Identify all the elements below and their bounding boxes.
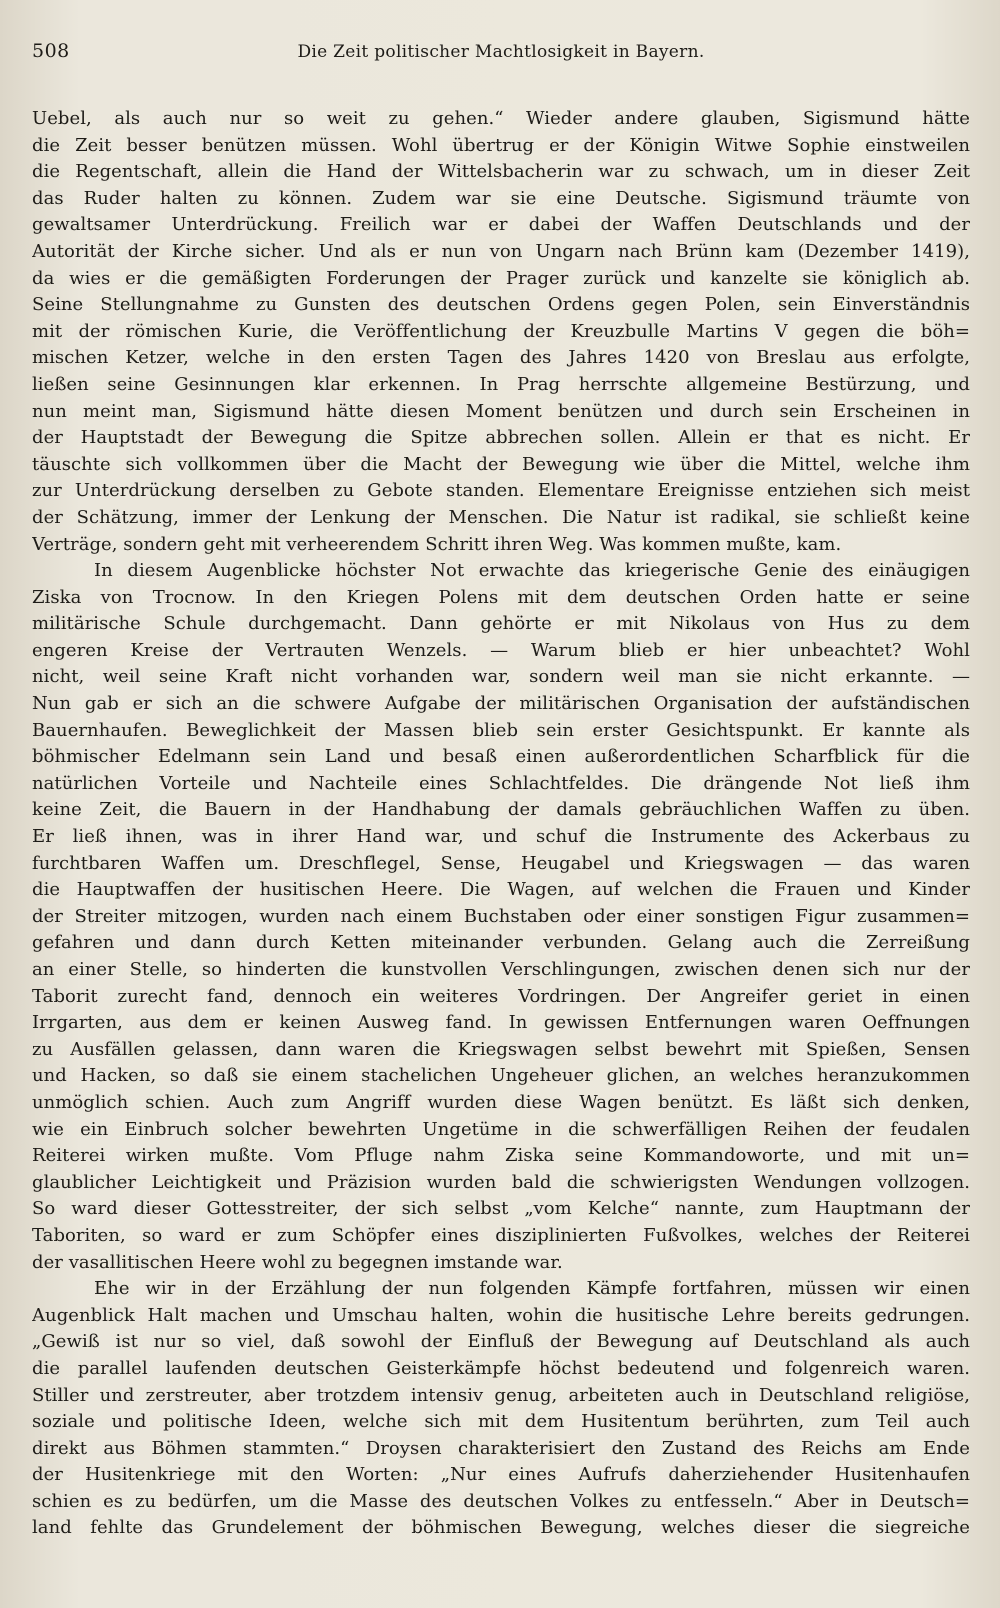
text-line: Uebel, als auch nur so weit zu gehen.“ Wieder andere glauben, Sigismund hätte	[32, 108, 970, 129]
text-line: Verträge, sondern geht mit verheerendem Schritt ihren Weg. Was kommen mußte, kam.	[32, 533, 842, 555]
text-line: der vasallitischen Heere wohl zu begegnen imstande war.	[32, 1251, 563, 1273]
text-line: Er ließ ihnen, was in ihrer Hand war, und schuf die Instrumente des Ackerbaus zu	[32, 826, 970, 848]
text-line: land fehlte das Grundelement der böhmischen Bewegung, welches dieser die siegreiche	[32, 1517, 970, 1539]
text-line: furchtbaren Waffen um. Dreschflegel, Sense, Heugabel und Kriegswagen — das waren	[32, 852, 970, 874]
text-line: schien es zu bedürfen, um die Masse des deutschen Volkes zu entfesseln.“ Aber in Deutsch=	[32, 1490, 970, 1512]
running-title: Die Zeit politischer Machtlosigkeit in Bayern.	[297, 42, 705, 62]
text-line: der Husitenkriege mit den Worten: „Nur eines Aufrufs daherziehender Husitenhaufen	[32, 1464, 970, 1486]
page-number: 508	[32, 40, 70, 62]
text-line: Taboriten, so ward er zum Schöpfer eines disziplinierten Fußvolkes, welches der Reiterei	[32, 1224, 970, 1246]
text-line: ließen seine Gesinnungen klar erkennen. In Prag herrschte allgemeine Bestürzung, und	[32, 373, 970, 395]
text-line: Taborit zurecht fand, dennoch ein weiteres Vordringen. Der Angreifer geriet in einen	[32, 985, 970, 1007]
page-header	[32, 40, 970, 80]
text-line: Nun gab er sich an die schwere Aufgabe der militärischen Organisation der aufständischen	[32, 693, 970, 715]
text-line: wie ein Einbruch solcher bewehrten Ungetüme in die schwerfälligen Reihen der feudalen	[32, 1118, 970, 1140]
text-line: engeren Kreise der Vertrauten Wenzels. — Warum blieb er hier unbeachtet? Wohl	[32, 639, 970, 661]
text-line: Stiller und zerstreuter, aber trotzdem intensiv genug, arbeiteten auch in Deutschland religiöse,	[32, 1384, 970, 1406]
text-line: die parallel laufenden deutschen Geisterkämpfe höchst bedeutend und folgenreich waren.	[32, 1357, 970, 1379]
text-line: zu Ausfällen gelassen, dann waren die Kriegswagen selbst bewehrt mit Spießen, Sensen	[32, 1038, 970, 1060]
text-line: Augenblick Halt machen und Umschau halten, wohin die husitische Lehre bereits gedrungen.	[32, 1304, 970, 1326]
text-line: und Hacken, so daß sie einem stachelichen Ungeheuer glichen, an welches heranzukommen	[32, 1065, 970, 1087]
text-line: So ward dieser Gottesstreiter, der sich selbst „vom Kelche“ nannte, zum Hauptmann der	[32, 1198, 970, 1220]
text-line: das Ruder halten zu können. Zudem war sie eine Deutsche. Sigismund träumte von	[32, 187, 970, 209]
text-line: Ziska von Trocnow. In den Kriegen Polens mit dem deutschen Orden hatte er seine	[32, 586, 970, 608]
text-line: zur Unterdrückung derselben zu Gebote standen. Elementare Ereignisse entziehen sich meist	[32, 480, 970, 502]
text-line: Irrgarten, aus dem er keinen Ausweg fand. In gewissen Entfernungen waren Oeffnungen	[32, 1012, 970, 1034]
text-line: „Gewiß ist nur so viel, daß sowohl der Einfluß der Bewegung auf Deutschland als auch	[32, 1331, 970, 1353]
text-line: keine Zeit, die Bauern in der Handhabung der damals gebräuchlichen Waffen zu üben.	[32, 799, 970, 821]
text-line: gewaltsamer Unterdrückung. Freilich war er dabei der Waffen Deutschlands und der	[32, 214, 970, 236]
text-line: mischen Ketzer, welche in den ersten Tagen des Jahres 1420 von Breslau aus erfolgte,	[32, 347, 970, 369]
text-line: der Schätzung, immer der Lenkung der Menschen. Die Natur ist radikal, sie schließt keine	[32, 506, 970, 528]
text-line: direkt aus Böhmen stammten.“ Droysen charakterisiert den Zustand des Reichs am Ende	[32, 1437, 970, 1459]
text-line: gefahren und dann durch Ketten miteinander verbunden. Gelang auch die Zerreißung	[32, 932, 970, 954]
text-line: täuschte sich vollkommen über die Macht der Bewegung wie über die Mittel, welche ihm	[32, 453, 970, 475]
body-text	[32, 106, 970, 1542]
text-line: Seine Stellungnahme zu Gunsten des deutschen Ordens gegen Polen, sein Einverständnis	[32, 294, 970, 316]
text-line: an einer Stelle, so hinderten die kunstvollen Verschlingungen, zwischen denen sich nur der	[32, 959, 970, 980]
text-line: militärische Schule durchgemacht. Dann gehörte er mit Nikolaus von Hus zu dem	[32, 613, 970, 635]
text-line: da wies er die gemäßigten Forderungen der Prager zurück und kanzelte sie königlich ab.	[32, 267, 970, 289]
text-line: die Regentschaft, allein die Hand der Wittelsbacherin war zu schwach, um in dieser Zeit	[32, 161, 970, 183]
text-line: In diesem Augenblicke höchster Not erwachte das kriegerische Genie des einäugigen	[94, 560, 970, 582]
text-line: unmöglich schien. Auch zum Angriff wurden diese Wagen benützt. Es läßt sich denken,	[32, 1091, 970, 1113]
text-line: nun meint man, Sigismund hätte diesen Moment benützen und durch sein Erscheinen in	[32, 400, 970, 422]
text-line: glaublicher Leichtigkeit und Präzision wurden bald die schwierigsten Wendungen vollzogen.	[32, 1171, 970, 1193]
text-line: Reiterei wirken mußte. Vom Pfluge nahm Ziska seine Kommandoworte, und mit un=	[32, 1145, 970, 1167]
text-line: der Hauptstadt der Bewegung die Spitze abbrechen sollen. Allein er that es nicht. Er	[32, 427, 970, 449]
text-line: Bauernhaufen. Beweglichkeit der Massen blieb sein erster Gesichtspunkt. Er kannte als	[32, 719, 970, 741]
text-line: natürlichen Vorteile und Nachteile eines Schlachtfeldes. Die drängende Not ließ ihm	[32, 772, 970, 794]
text-line: die Hauptwaffen der husitischen Heere. Die Wagen, auf welchen die Frauen und Kinder	[32, 879, 970, 901]
text-line: nicht, weil seine Kraft nicht vorhanden war, sondern weil man sie nicht erkannte. —	[32, 666, 970, 688]
text-line: der Streiter mitzogen, wurden nach einem Buchstaben oder einer sonstigen Figur zusammen=	[32, 905, 970, 927]
text-line: soziale und politische Ideen, welche sich mit dem Husitentum berührten, zum Teil auch	[32, 1411, 970, 1433]
text-line: die Zeit besser benützen müssen. Wohl übertrug er der Königin Witwe Sophie einstweilen	[32, 134, 970, 156]
text-line: mit der römischen Kurie, die Veröffentlichung der Kreuzbulle Martins V gegen die böh=	[32, 320, 970, 342]
text-line: böhmischer Edelmann sein Land und besaß einen außerordentlichen Scharfblick für die	[32, 746, 970, 768]
text-line: Autorität der Kirche sicher. Und als er nun von Ungarn nach Brünn kam (Dezember 1419),	[32, 240, 970, 262]
text-line: Ehe wir in der Erzählung der nun folgenden Kämpfe fortfahren, müssen wir einen	[94, 1278, 970, 1300]
